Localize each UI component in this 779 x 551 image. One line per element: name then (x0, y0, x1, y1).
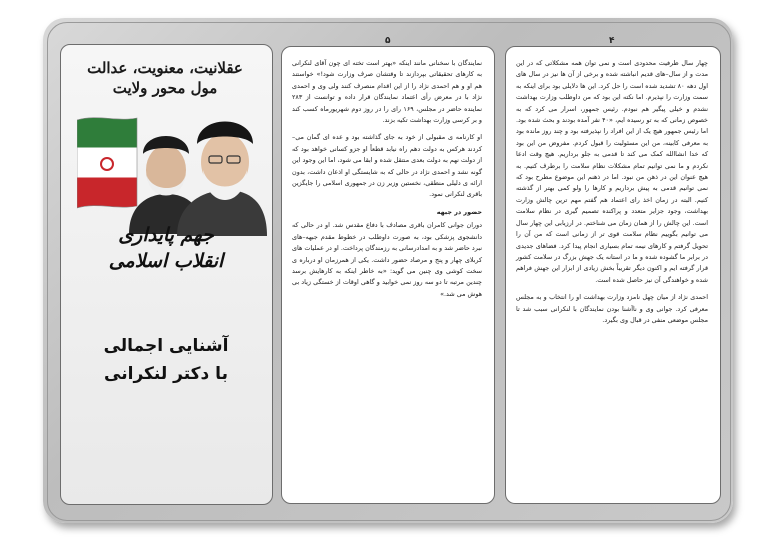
cover-banner-line-1: جهم پایداری (118, 224, 214, 246)
cover-intro-line-1: آشنایی اجمالی (103, 336, 229, 356)
cover-title-line-1: عقلانیت، معنویت، عدالت (87, 59, 243, 77)
page-5-paragraph-3: دوران جوانی کامران باقری مصادف با دفاع مقدس شد. او در حالی که دانشجوی پزشکی بود، به صورت داوطلب در خطوط مقدم جبهه–های نبرد حاضر شد و به امدادرسانی به رزمندگان پرداخت. او در عملیات های کربلای چهار و پنج و مرصاد حضور داشت. یکی از همرزمان او درباره ی سخت کوشی وی چنین می گوید: «به خاطر اینکه به کارهایش برسد چندین مرتبه تا دو سه روز نمی خوابید و گاهی اوقات از خستگی زیاد بی هوش می شد.» (292, 221, 482, 298)
cover-intro-line-2: با دکتر لنکرانی (104, 364, 228, 384)
leaders-portrait-image (77, 106, 267, 236)
page-number-4: ۴ (609, 36, 615, 46)
cover-banner-line-2: انقلاب اسلامی (108, 250, 224, 272)
page-number-5: ۵ (385, 36, 391, 46)
cover-intro (66, 332, 266, 388)
page-4-paragraph-1: چهار سال ظرفیت محدودی است و نمی توان همه مشکلاتی که در این مدت و از سال–های قدیم انباشته شده و برخی از آن ها نیز در سال های اول دهه ۸۰ تشدید شده است را حل کرد. این ها دلایلی بود برای اینکه به سمت وزارت را نپذیرم. اما نکته این بود که من داوطلب وزارت بهداشت نشدم و خیلی پیگیر هم نبودم. رئیس جمهور، اسرار می کرد که به خصوص زمانی که به تو رسیده ایم، «۴۰ نفر آمده بودند و بحث شده بود. اما رئیس جمهور هیچ یک از این افراد را نپذیرفته بود و چند روز مانده بود به معرفی کابینه، من این مسئولیت را قبول کردم. مفروض من این بود که خدا انشاالله کمک می کند تا قدمی به جلو برداریم. هیچ وقت ادعا نکردم و ما نمی توانیم تمام مشکلات نظام سلامت را برطرف کنیم. به هیچ عنوان این در ذهن من نبود. اما در ذهنم این موضوع مطرح بود که نمی توانیم قدمی به پیش برداریم و کارها را ولو کمی بهتر از گذشته کنیم. البته در زمان اخذ رای اعتماد هم گفتم مهم ترین چالش وزارت بهداشت، وجود جزایر متعدد و پراکنده تصمیم گیری در نظام سلامت است. این چالش را از همان زمان می شناختم. در ارزیابی این چهار سال می توانیم بگوییم نظام سلامت قوی تر از زمانی است که من آن را تحویل گرفتم و کارهای نیمه تمام بسیاری انجام پیدا کرد. فضاهای جدیدی در برابر ما گشوده شده و ما در استانه یک جهش بزرگ در سلامت کشور قرار گرفته ایم و اکنون دیگر تقریباً بخش زیادی از ابزار این جهش فراهم شده و خواهندگی آن نیز حاصل شده است. (516, 59, 708, 284)
page-4-text (516, 58, 708, 332)
cover-title-line-2: مول محور ولایت (112, 79, 218, 97)
page-4-paragraph-2: احمدی نژاد از میان چهل نامزد وزارت بهداشت او را انتخاب و به مجلس معرفی کرد. جوانی وی و ناآشنا بودن نمایندگان با لنکرانی سبب شد تا مجلس موضعی منفی در قبال وی بگیرد. (516, 293, 708, 324)
cover-banner (66, 222, 266, 274)
iran-flag-icon (77, 118, 137, 208)
cover-title (64, 58, 266, 98)
page-5-text (292, 58, 482, 306)
page-5-paragraph-2: او کارنامه ی مقبولی از خود به جای گذاشته بود و عده ای گمان می–کردند هرکس به دولت دهم راه نیابد قطعاً او جزو کسانی خواهد بود که از دولت نهم به دولت بعدی منتقل شده و ابقا می شود، اما این وجود این گونه نشد و احمدی نژاد در حالی که به شایستگی او اذعان داشت، بدون ارائه ی دلیلی منطقی، نخستین وزیر زن در جمهوری اسلامی را جایگزین باقری لنکرانی نمود. (292, 133, 482, 199)
page-5-paragraph-1: نمایندگان با سخنانی مانند اینکه «بهتر است تخته ای چون آقای لنکرانی به کارهای تحقیقاتی بپردازند تا وقتشان صرف وزارت شود!» خواستند هم او و هم احمدی نژاد را از این اقدام منصرف کنند ولی وی و احمدی نژاد با در معرض رأی اعتماد نمایندگان قرار داده و توانست از ۲۸۳ نماینده حاضر در مجلس، ۱۶۹ رای را در روز دوم شهریورماه کسب کند و بر کرسی وزارت بهداشت تکیه بزند. (292, 59, 482, 125)
page-5-subheading: حضور در جبهه (436, 207, 482, 216)
right-figure-icon (177, 122, 267, 237)
